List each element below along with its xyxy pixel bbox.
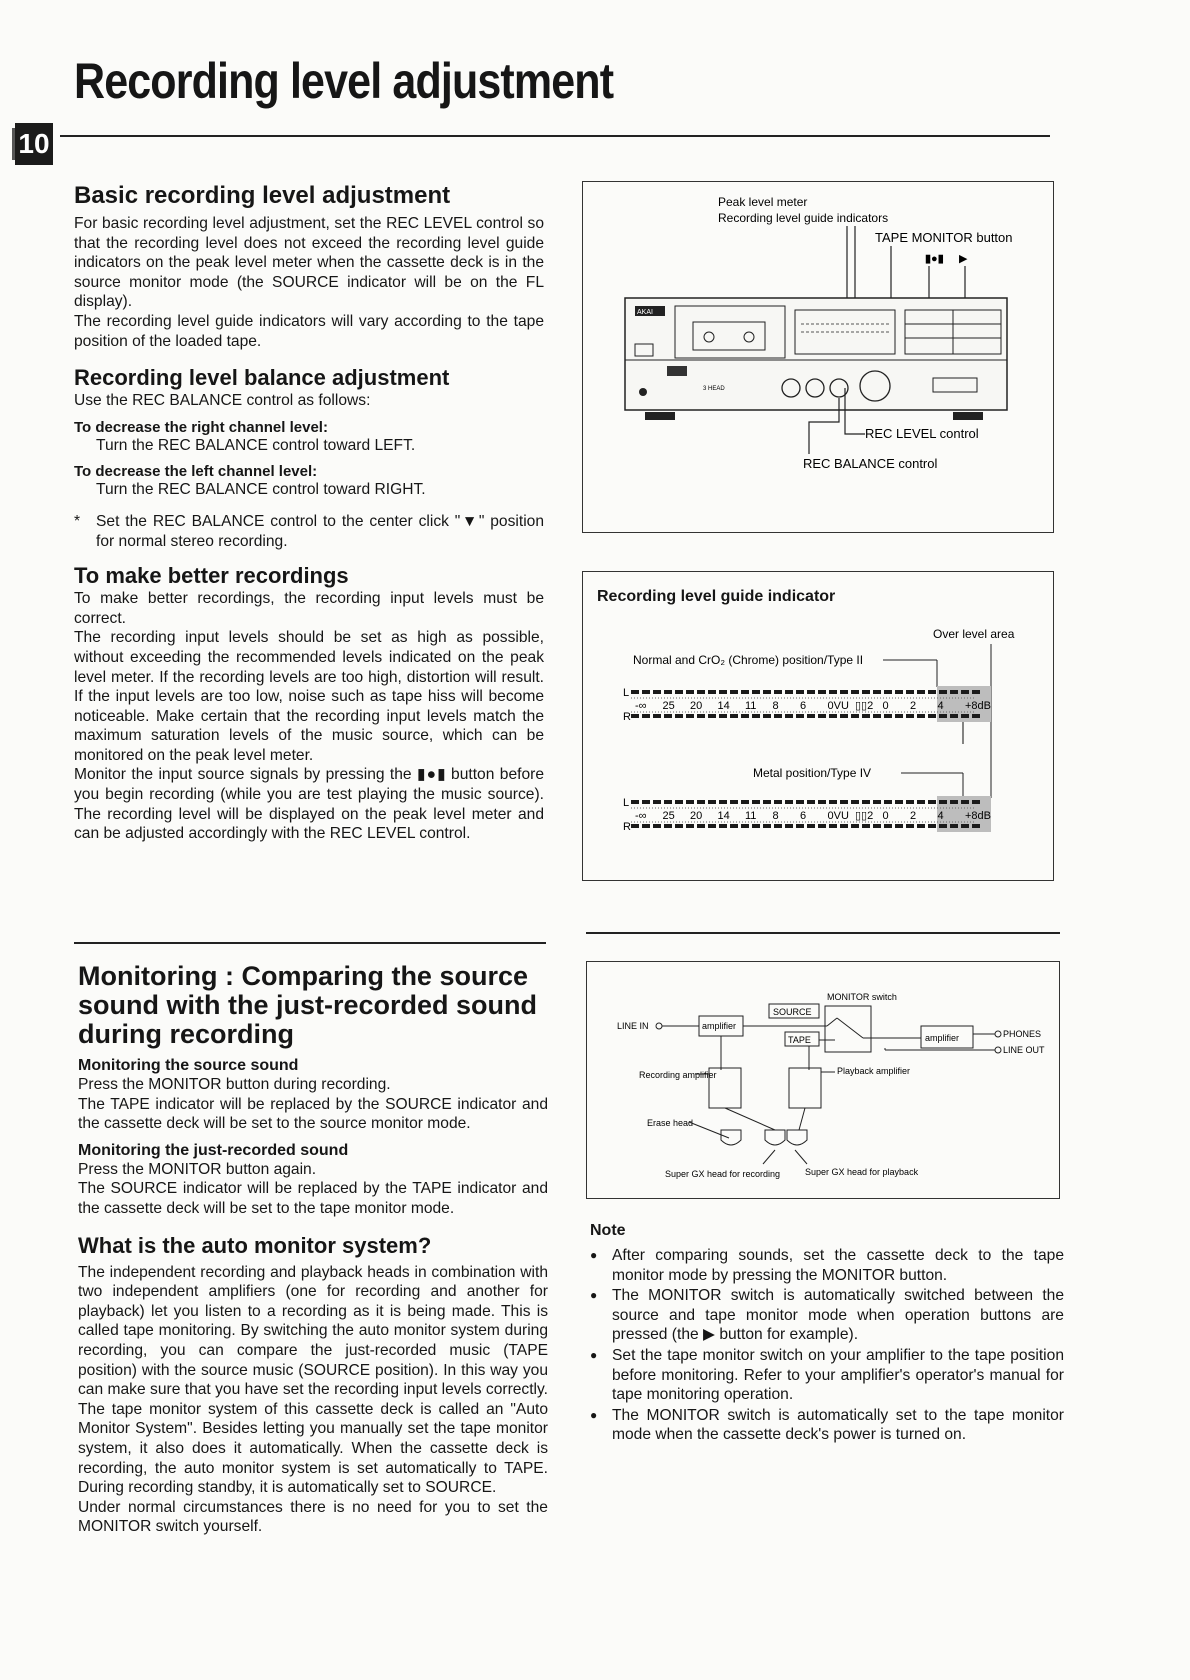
- metal-position-label: Metal position/Type IV: [753, 766, 872, 780]
- label-peak-meter: Peak level meter: [718, 195, 808, 209]
- scale-tick-label: 8: [772, 700, 779, 712]
- better-paragraph-1: To make better recordings, the recording input levels must be correct.: [74, 590, 544, 627]
- meter-segment: [730, 714, 738, 718]
- meter-segment: [785, 824, 793, 828]
- meter-segment: [796, 690, 804, 694]
- meter-segment: [697, 714, 705, 718]
- rec-head-label: Super GX head for recording: [665, 1169, 781, 1179]
- meter-segment: [719, 714, 727, 718]
- meter-segment: [642, 690, 650, 694]
- meter-segment: [961, 800, 969, 804]
- meter-segment: [906, 800, 914, 804]
- channel-r-label: R: [623, 711, 631, 723]
- meter-segment: [917, 714, 925, 718]
- meter-segment: [950, 690, 958, 694]
- monitoring-section: [78, 962, 548, 1537]
- meter-segment: [840, 800, 848, 804]
- scale-tick-label: 2: [910, 810, 917, 822]
- monitoring-source-title: Monitoring the source sound: [78, 1057, 299, 1074]
- play-symbol: ▶: [959, 253, 968, 265]
- page-title: Recording level adjustment: [74, 53, 614, 109]
- scale-tick-label: 20: [690, 810, 703, 822]
- meter-segment: [642, 824, 650, 828]
- output-amp-label: amplifier: [925, 1033, 960, 1043]
- meter-segment: [851, 690, 859, 694]
- scale-tick-label: +8dB: [965, 810, 991, 822]
- meter-segment: [730, 690, 738, 694]
- scale-tick-label: 0: [882, 810, 889, 822]
- meter-segment: [862, 690, 870, 694]
- meter-segment: [741, 690, 749, 694]
- meter-segment: [697, 800, 705, 804]
- meter-segment: [972, 690, 980, 694]
- meter-segment: [708, 824, 716, 828]
- scale-tick-label: ▯▯2: [855, 700, 874, 712]
- scale-tick-label: ▯▯2: [855, 810, 874, 822]
- basic-heading: Basic recording level adjustment: [74, 182, 451, 209]
- meter-segment: [730, 824, 738, 828]
- meter-segment: [972, 714, 980, 718]
- monitoring-just-title: Monitoring the just-recorded sound: [78, 1141, 349, 1159]
- meter-segment: [939, 690, 947, 694]
- over-level-label: Over level area: [933, 627, 1015, 641]
- note-item: ● The MONITOR switch is automatically switched between the source and tape monitor mode when operation buttons are pressed (the ▶ button for example).: [590, 1286, 1064, 1345]
- meter-segment: [829, 824, 837, 828]
- meter-segment: [884, 714, 892, 718]
- meter-segment: [785, 800, 793, 804]
- meter-segment: [719, 690, 727, 694]
- scale-tick-label: 6: [800, 700, 807, 712]
- meter-segment: [950, 824, 958, 828]
- note-item: ● The MONITOR switch is automatically set to the tape monitor mode when the cassette deck's power is turned on.: [590, 1406, 1064, 1445]
- line-out-label: LINE OUT: [1003, 1045, 1045, 1055]
- basic-section: [74, 182, 544, 844]
- meter-segment: [961, 824, 969, 828]
- meter-segment: [851, 800, 859, 804]
- meter-segment: [664, 824, 672, 828]
- meter-segment: [664, 714, 672, 718]
- monitoring-heading: Monitoring : Comparing the source sound with the just-recorded sound during recording: [78, 961, 537, 1049]
- note-item: ● After comparing sounds, set the cassette deck to the tape monitor mode by pressing the MONITOR button.: [590, 1246, 1064, 1285]
- meter-segment: [895, 714, 903, 718]
- meter-segment: [774, 714, 782, 718]
- meter-segment: [895, 690, 903, 694]
- meter-segment: [862, 714, 870, 718]
- meter-segment: [928, 690, 936, 694]
- meter-segment: [763, 800, 771, 804]
- meter-segment: [807, 690, 815, 694]
- meter-segment: [664, 690, 672, 694]
- meter-segment: [796, 824, 804, 828]
- source-box-label: SOURCE: [773, 1007, 812, 1017]
- meter-segment: [631, 714, 639, 718]
- tape-box-label: TAPE: [788, 1035, 811, 1045]
- scale-tick-label: 4: [937, 700, 944, 712]
- balance-star-note: [74, 512, 544, 551]
- meter-segment: [708, 800, 716, 804]
- meter-segment: [818, 690, 826, 694]
- meter-segment: [653, 714, 661, 718]
- meter-segment: [950, 800, 958, 804]
- meter-segment: [741, 824, 749, 828]
- monitor-figure: [586, 961, 1060, 1199]
- meter-segment: [807, 714, 815, 718]
- scale-tick-label: -∞: [635, 700, 647, 712]
- meter-segment: [675, 800, 683, 804]
- note-item: ● Set the tape monitor switch on your amplifier to the tape position before monitoring. Refer to your amplifier's operator's manual for tape monitoring operation.: [590, 1346, 1064, 1405]
- meter-segment: [840, 714, 848, 718]
- line-in-label: LINE IN: [617, 1021, 649, 1031]
- meter-segment: [796, 714, 804, 718]
- guide-figure: [582, 571, 1054, 881]
- meter-segment: [697, 824, 705, 828]
- meter-segment: [686, 800, 694, 804]
- meter-segment: [807, 824, 815, 828]
- page-number: 10: [15, 123, 53, 165]
- meter-segment: [664, 800, 672, 804]
- basic-paragraph-2: The recording level guide indicators will vary according to the tape position of the loaded tape.: [74, 312, 544, 350]
- meter-segment: [961, 714, 969, 718]
- meter-segment: [642, 714, 650, 718]
- guide-title: Recording level guide indicator: [597, 588, 836, 605]
- meter-segment: [862, 800, 870, 804]
- meter-segment: [785, 714, 793, 718]
- guide-diagram: [583, 572, 1053, 880]
- meter-segment: [785, 690, 793, 694]
- deck-figure: [582, 181, 1054, 533]
- scale-tick-label: 25: [662, 810, 675, 822]
- meter-segment: [928, 800, 936, 804]
- meter-segment: [840, 690, 848, 694]
- meter-segment: [763, 714, 771, 718]
- meter-segment: [752, 690, 760, 694]
- channel-l-label: L: [623, 797, 630, 809]
- scale-tick-label: +8dB: [965, 700, 991, 712]
- balance-star-text: Set the REC BALANCE control to the center click "▼" position for normal stereo recording.: [96, 512, 544, 550]
- meter-segment: [774, 824, 782, 828]
- meter-segment: [906, 714, 914, 718]
- play-amp-label: Playback amplifier: [837, 1066, 911, 1076]
- meter-segment: [796, 800, 804, 804]
- meter-segment: [675, 824, 683, 828]
- meter-segment: [653, 824, 661, 828]
- meter-segment: [906, 690, 914, 694]
- meter-segment: [631, 690, 639, 694]
- meter-segment: [697, 690, 705, 694]
- label-guide-indicators: Recording level guide indicators: [718, 211, 889, 225]
- monitoring-source-p1: Press the MONITOR button during recording.: [78, 1076, 391, 1093]
- scale-tick-label: 11: [745, 700, 757, 712]
- meter-segment: [862, 824, 870, 828]
- brand-text: AKAI: [637, 309, 653, 316]
- channel-r-label: R: [623, 821, 631, 833]
- meter-segment: [708, 714, 716, 718]
- meter-segment: [895, 800, 903, 804]
- label-rec-level: REC LEVEL control: [865, 426, 979, 441]
- meter-segment: [631, 800, 639, 804]
- label-tape-monitor: TAPE MONITOR button: [875, 230, 1013, 245]
- meter-segment: [851, 714, 859, 718]
- title-rule: [60, 135, 1050, 137]
- asterisk-mark: *: [74, 512, 81, 530]
- better-heading: To make better recordings: [74, 563, 349, 589]
- meter-segment: [851, 824, 859, 828]
- auto-paragraph-2: Under normal circumstances there is no need for you to set the MONITOR switch yourself.: [78, 1498, 548, 1536]
- deck-illustration: [583, 182, 1053, 532]
- note-heading: Note: [590, 1222, 626, 1239]
- meter-segment: [653, 690, 661, 694]
- meter-segment: [950, 714, 958, 718]
- scale-tick-label: 14: [717, 700, 730, 712]
- better-paragraph-2: The recording input levels should be set as high as possible, without exceeding the recommended levels indicated on the peak level meter. If the recording levels are too high, distortion will result. If the input levels are too low, noise such as tape hiss will become noticeable. Make certain that the recording input levels match the maximum saturation levels of the music source, which can be monitored on the peak level meter.: [74, 629, 544, 764]
- meter-segment: [829, 714, 837, 718]
- meter-segment: [840, 824, 848, 828]
- phones-label: PHONES: [1003, 1029, 1042, 1039]
- meter-segment: [730, 800, 738, 804]
- meter-segment: [917, 690, 925, 694]
- scale-tick-label: 25: [662, 700, 675, 712]
- meter-segment: [895, 824, 903, 828]
- meter-segment: [675, 714, 683, 718]
- meter-segment: [807, 800, 815, 804]
- input-amp-label: amplifier: [702, 1021, 737, 1031]
- erase-head-label: Erase head: [647, 1118, 694, 1128]
- meter-segment: [939, 800, 947, 804]
- scale-tick-label: 20: [690, 700, 703, 712]
- meter-segment: [873, 714, 881, 718]
- scale-tick-label: 8: [772, 810, 779, 822]
- meter-segment: [873, 800, 881, 804]
- meter-segment: [829, 690, 837, 694]
- scale-tick-label: 14: [717, 810, 730, 822]
- meter-segment: [686, 714, 694, 718]
- rec-amp-label: Recording amplifier: [639, 1070, 717, 1080]
- meter-segment: [642, 800, 650, 804]
- meter-segment: [917, 800, 925, 804]
- scale-tick-label: 2: [910, 700, 917, 712]
- balance-left-text: Turn the REC BALANCE control toward RIGHT.: [96, 481, 426, 499]
- balance-intro: Use the REC BALANCE control as follows:: [74, 392, 371, 410]
- monitor-switch-label: MONITOR switch: [827, 992, 897, 1002]
- meter-segment: [928, 824, 936, 828]
- meter-segment: [763, 690, 771, 694]
- meter-segment: [939, 824, 947, 828]
- auto-heading: What is the auto monitor system?: [78, 1232, 432, 1258]
- meter-segment: [686, 690, 694, 694]
- meter-metal: [623, 796, 991, 833]
- meter-segment: [972, 800, 980, 804]
- scale-tick-label: 11: [745, 810, 757, 822]
- label-rec-balance: REC BALANCE control: [803, 456, 938, 471]
- meter-segment: [884, 800, 892, 804]
- meter-segment: [741, 714, 749, 718]
- meter-segment: [829, 800, 837, 804]
- meter-segment: [917, 824, 925, 828]
- meter-segment: [752, 800, 760, 804]
- meter-segment: [774, 800, 782, 804]
- play-head-label: Super GX head for playback: [805, 1167, 919, 1177]
- meter-segment: [928, 714, 936, 718]
- meter-segment: [961, 690, 969, 694]
- meter-segment: [719, 824, 727, 828]
- scale-tick-label: 0VU: [827, 810, 849, 822]
- meter-segment: [774, 690, 782, 694]
- note-list: [590, 1246, 1064, 1445]
- meter-segment: [818, 714, 826, 718]
- meter-segment: [906, 824, 914, 828]
- meter-segment: [763, 824, 771, 828]
- meter-segment: [818, 800, 826, 804]
- rec-pause-symbol: ▮●▮: [925, 253, 944, 265]
- meter-segment: [752, 824, 760, 828]
- scale-tick-label: 0VU: [827, 700, 849, 712]
- left-divider: [74, 942, 546, 944]
- better-paragraph-3: Monitor the input source signals by pressing the ▮●▮ button before you begin recording (while you are test playing the music source). The recording level will be displayed on the peak level meter and can be adjusted accordingly with the REC LEVEL control.: [74, 766, 544, 843]
- scale-tick-label: 6: [800, 810, 807, 822]
- meter-segment: [884, 690, 892, 694]
- meter-segment: [719, 800, 727, 804]
- balance-left-title: To decrease the left channel level:: [74, 463, 318, 481]
- meter-segment: [873, 824, 881, 828]
- meter-segment: [686, 824, 694, 828]
- monitoring-just-p1: Press the MONITOR button again.: [78, 1160, 317, 1178]
- meter-segment: [939, 714, 947, 718]
- balance-right-text: Turn the REC BALANCE control toward LEFT.: [96, 436, 416, 454]
- meter-segment: [884, 824, 892, 828]
- normal-position-label: Normal and CrO₂ (Chrome) position/Type II: [633, 653, 864, 667]
- meter-segment: [972, 824, 980, 828]
- auto-paragraph-1: The independent recording and playback heads in combination with two independent amplifiers (one for recording and another for playback) let you listen to a recording as it is being made. This is called tape monitoring. By switching the auto monitor system during recording, you can compare the just-recorded music (TAPE position) with the source music (SOURCE position). In this way you can make sure that you have set the recording input levels correctly. The tape monitor system of this cassette deck is called an "Auto Monitor System". Besides letting you manually set the tape monitor system, it also does it automatically. When the cassette deck is recording, the auto monitor system is set automatically to TAPE. During recording standby, it is automatically set to SOURCE.: [78, 1263, 548, 1497]
- scale-tick-label: -∞: [635, 810, 647, 822]
- balance-right-title: To decrease the right channel level:: [74, 418, 328, 436]
- meter-segment: [873, 690, 881, 694]
- monitor-block-diagram: [587, 962, 1059, 1198]
- meter-segment: [675, 690, 683, 694]
- right-divider: [586, 932, 1060, 934]
- note-section: [590, 1222, 1064, 1446]
- meter-segment: [708, 690, 716, 694]
- basic-paragraph-1: For basic recording level adjustment, set the REC LEVEL control so that the recording level does not exceed the recording level guide indicators on the peak level meter when the cassette deck is in the source monitor mode (the SOURCE indicator will be on the FL display).: [74, 215, 544, 311]
- balance-heading: Recording level balance adjustment: [74, 365, 450, 391]
- head-label: 3 HEAD: [703, 386, 725, 392]
- scale-tick-label: 0: [882, 700, 889, 712]
- meter-normal: [623, 686, 991, 723]
- monitoring-source-p2: The TAPE indicator will be replaced by the SOURCE indicator and the cassette deck will be set to the source monitor mode.: [78, 1095, 548, 1133]
- meter-segment: [818, 824, 826, 828]
- meter-segment: [653, 800, 661, 804]
- scale-tick-label: 4: [937, 810, 944, 822]
- monitoring-just-p2: The SOURCE indicator will be replaced by the TAPE indicator and the cassette deck will be set to the tape monitor mode.: [78, 1180, 548, 1217]
- channel-l-label: L: [623, 687, 630, 699]
- meter-segment: [752, 714, 760, 718]
- meter-segment: [631, 824, 639, 828]
- meter-segment: [741, 800, 749, 804]
